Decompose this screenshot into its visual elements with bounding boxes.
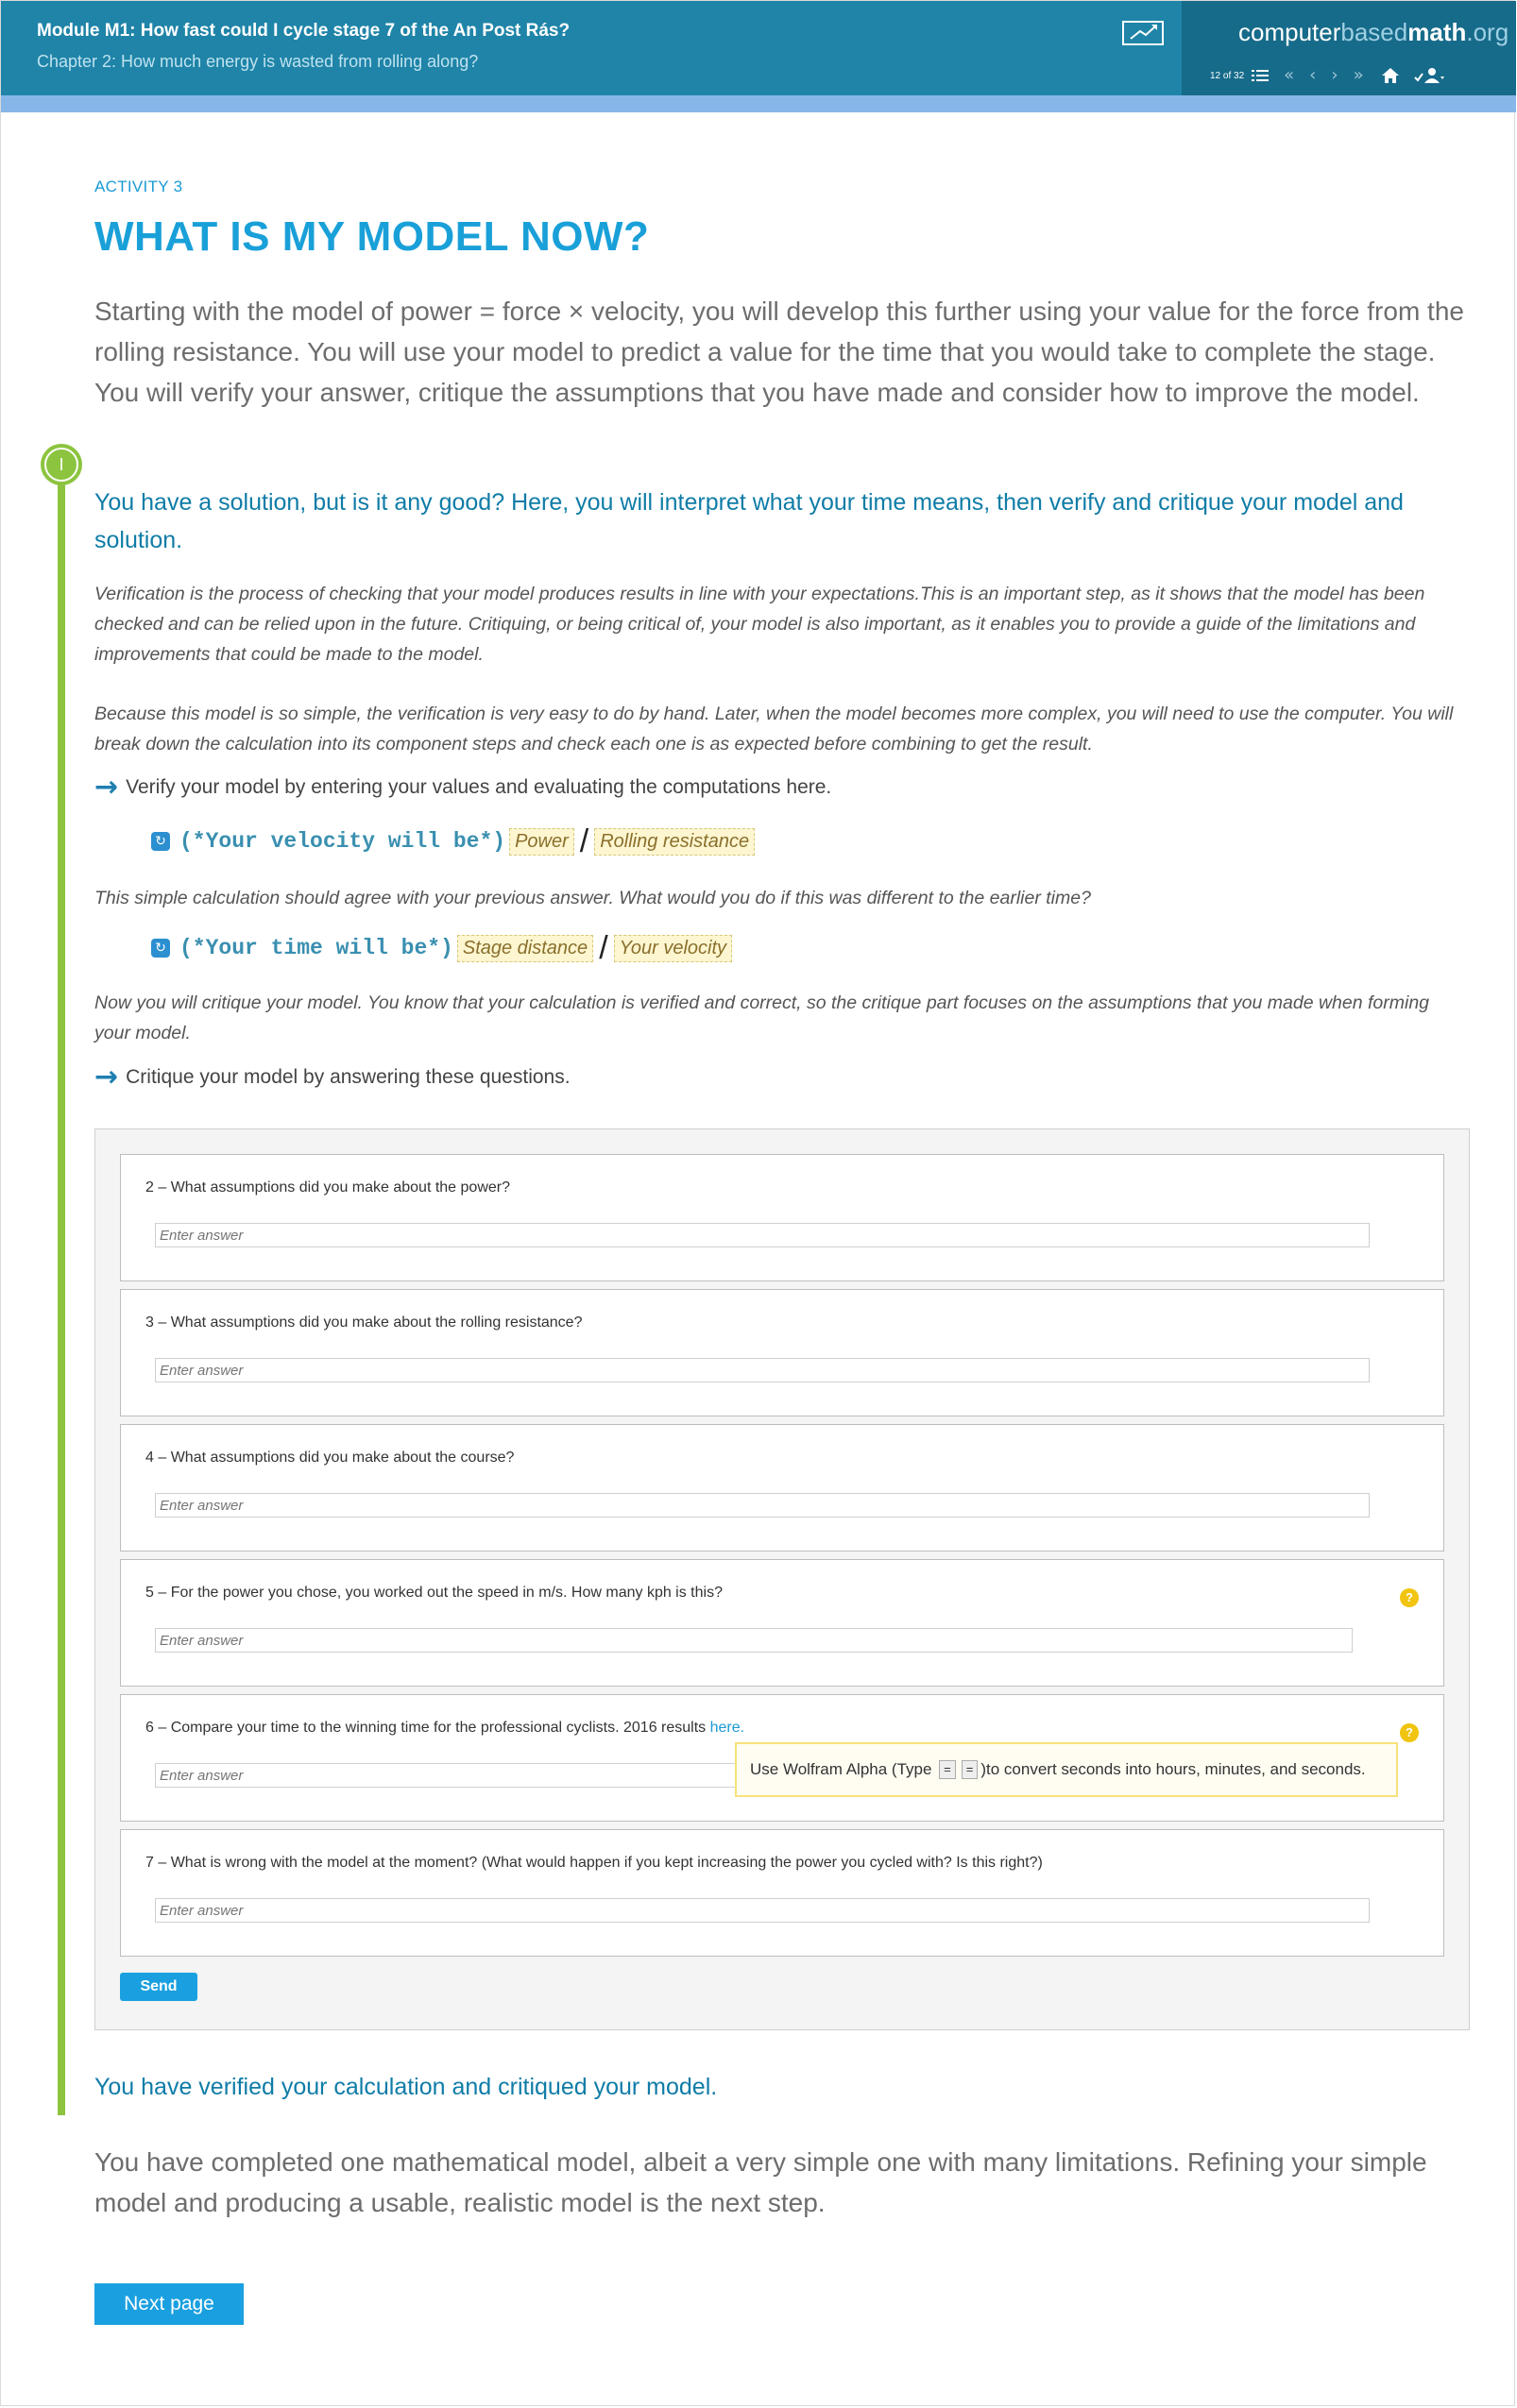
question-box xyxy=(120,1424,1444,1552)
question-label: 7 – What is wrong with the model at the moment? (What would happen if you kept increasing the power you cycled with? Is this right?) xyxy=(145,1855,1043,1871)
next-page-icon[interactable]: › xyxy=(1331,65,1338,85)
answer-input[interactable] xyxy=(155,1223,1370,1247)
send-button[interactable]: Send xyxy=(120,1973,197,2001)
step-progress-line xyxy=(58,463,65,2115)
agreement-paragraph: This simple calculation should agree with your previous answer. What would you do if this was different to the earlier time? xyxy=(94,888,1091,908)
header-stripe xyxy=(1,95,1516,112)
question-box xyxy=(120,1154,1444,1281)
critique-instruction xyxy=(94,1060,571,1094)
answer-input[interactable] xyxy=(155,1358,1370,1382)
arrow-right-icon: → xyxy=(94,771,119,804)
time-computation xyxy=(151,932,732,964)
results-link[interactable]: here. xyxy=(709,1720,745,1736)
first-page-icon[interactable]: « xyxy=(1284,65,1295,85)
rolling-resistance-placeholder[interactable]: Rolling resistance xyxy=(594,828,755,856)
previous-page-icon[interactable]: ‹ xyxy=(1309,65,1317,85)
your-velocity-placeholder[interactable]: Your velocity xyxy=(614,935,732,962)
simple-model-paragraph: Because this model is so simple, the verification is very easy to do by hand. Later, when the model becomes more complex, you will need to use the computer. You will break down the calculation into its component steps and check each one is as expected before combining to get the result. xyxy=(94,704,1454,755)
answer-input[interactable] xyxy=(155,1493,1370,1518)
brand-logo[interactable] xyxy=(1238,18,1508,47)
last-page-icon[interactable]: » xyxy=(1353,65,1364,85)
verification-paragraph: Verification is the process of checking that your model produces results in line with your expectations.This is an important step, as it shows that the model has been checked and can be relied upon in the future. Critiquing, or being critical of, your model is also important, as it enables you to provide a guide of the limitations and improvements that could be made to the model. xyxy=(94,584,1425,665)
verify-instruction xyxy=(94,771,832,804)
hint-lightbulb-icon[interactable]: ? xyxy=(1400,1588,1419,1607)
tooltip-key: = xyxy=(939,1760,956,1779)
chapter-title: Chapter 2: How much energy is wasted from rolling along? xyxy=(37,52,479,71)
brand-part-based: based xyxy=(1340,18,1408,46)
hint-lightbulb-icon[interactable]: ? xyxy=(1400,1723,1419,1742)
arrow-right-icon: → xyxy=(94,1060,119,1094)
section-heading: You have a solution, but is it any good? Here, you will interpret what your time means, then verify and critique your model and solution. xyxy=(94,489,1404,553)
velocity-computation xyxy=(151,825,755,857)
presentation-icon[interactable] xyxy=(1121,18,1167,48)
intro-paragraph: Starting with the model of power = force × velocity, you will develop this further using your value for the force from the rolling resistance. You will use your model to predict a value for the time that you would take to complete the stage. You will verify your answer, critique the assumptions that you have made and consider how to improve the model. xyxy=(94,297,1464,407)
activity-label: ACTIVITY 3 xyxy=(94,178,183,195)
tooltip-suffix: )to convert seconds into hours, minutes, and seconds. xyxy=(980,1760,1366,1778)
next-page-button[interactable]: Next page xyxy=(94,2283,244,2325)
top-header xyxy=(1,1,1516,95)
question-box xyxy=(120,1694,1444,1822)
velocity-comment: (*Your velocity will be*) xyxy=(179,829,506,854)
division-operator: / xyxy=(579,823,589,859)
evaluate-icon[interactable]: ↻ xyxy=(151,939,170,958)
hint-tooltip xyxy=(735,1742,1398,1797)
completion-paragraph: You have completed one mathematical model, albeit a very simple one with many limitations. Refining your simple model and producing a usable, realistic model is the next step. xyxy=(94,2147,1427,2217)
question-label xyxy=(145,1720,744,1737)
evaluate-icon[interactable]: ↻ xyxy=(151,832,170,851)
step-marker-label: I xyxy=(44,448,78,482)
critique-instruction-text: Critique your model by answering these questions. xyxy=(126,1066,571,1088)
time-comment: (*Your time will be*) xyxy=(179,936,453,960)
question-label: 3 – What assumptions did you make about the rolling resistance? xyxy=(145,1314,583,1331)
answer-input[interactable] xyxy=(155,1628,1353,1653)
question-label-text: 6 – Compare your time to the winning time for the professional cyclists. 2016 results xyxy=(145,1720,710,1736)
brand-part-computer: computer xyxy=(1238,18,1341,46)
verify-instruction-text: Verify your model by entering your values and evaluating the computations here. xyxy=(126,776,832,798)
division-operator: / xyxy=(599,930,608,966)
question-label: 2 – What assumptions did you make about the power? xyxy=(145,1179,510,1196)
critique-paragraph: Now you will critique your model. You know that your calculation is verified and correct, so the critique part focuses on the assumptions that you made when forming your model. xyxy=(94,992,1430,1043)
page-counter: 12 of 32 xyxy=(1210,70,1245,81)
question-label: 5 – For the power you chose, you worked out the speed in m/s. How many kph is this? xyxy=(145,1585,723,1601)
brand-panel xyxy=(1182,1,1516,95)
stage-distance-placeholder[interactable]: Stage distance xyxy=(457,935,593,962)
step-marker xyxy=(41,444,82,485)
brand-part-math: math xyxy=(1407,18,1467,46)
tooltip-key: = xyxy=(962,1760,979,1779)
home-icon[interactable] xyxy=(1381,67,1400,84)
completion-heading: You have verified your calculation and critiqued your model. xyxy=(94,2074,718,2100)
power-placeholder[interactable]: Power xyxy=(509,828,574,856)
brand-part-org: .org xyxy=(1466,18,1509,46)
tooltip-prefix: Use Wolfram Alpha (Type xyxy=(750,1760,932,1778)
contents-list-icon[interactable] xyxy=(1252,69,1269,82)
question-label: 4 – What assumptions did you make about the course? xyxy=(145,1450,515,1466)
question-box xyxy=(120,1559,1444,1687)
question-box xyxy=(120,1289,1444,1416)
page-navigation xyxy=(1210,65,1445,86)
question-box xyxy=(120,1829,1444,1957)
questions-panel xyxy=(94,1128,1470,2030)
answer-input[interactable] xyxy=(155,1898,1370,1923)
module-title: Module M1: How fast could I cycle stage 7 of the An Post Rás? xyxy=(37,21,571,41)
page-title: WHAT IS MY MODEL NOW? xyxy=(94,213,650,260)
user-icon[interactable] xyxy=(1413,66,1445,85)
